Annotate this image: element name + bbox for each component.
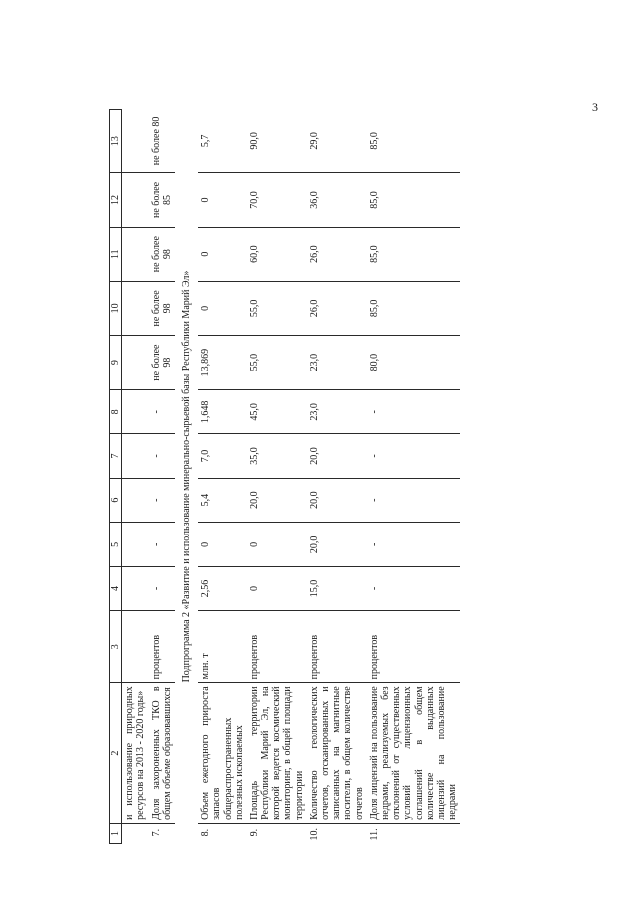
indicator-value: 13,869 [198,336,247,390]
indicator-name: Площадь территории Республики Марий Эл, на которой ведется космический мониторинг, в общей площади территории [247,683,307,824]
indicator-value: 45,0 [247,390,307,434]
indicator-value: - [367,522,461,566]
column-header: 9 [110,336,122,390]
indicator-value: - [367,478,461,522]
column-header: 13 [110,110,122,173]
indicator-value: 26,0 [307,227,367,281]
table-row [367,110,461,844]
indicator-value: 0 [198,522,247,566]
unit-of-measure: процентов [367,611,461,683]
row-number: 10. [308,828,320,841]
indicator-value: - [149,522,175,566]
indicator-value: 20,0 [247,478,307,522]
indicator-value: - [367,566,461,610]
section-title-row [175,110,198,844]
indicator-value: 20,0 [307,434,367,478]
indicator-value: 20,0 [307,478,367,522]
indicator-value: 60,0 [247,227,307,281]
indicator-value: 0 [198,281,247,335]
continuation-text: и использование природных ресурсов на 2013 - 2020 годы» [122,683,149,824]
column-header: 12 [110,173,122,227]
subprogram-title: Подпрограмма 2 «Развитие и использование минерально-сырьевой базы Республики Марий Эл» [180,270,192,683]
indicator-value: не более 80 [149,110,175,173]
table-row [307,110,367,844]
rotated-table-container [109,109,533,844]
indicator-value: - [367,390,461,434]
indicator-value: 36,0 [307,173,367,227]
unit-of-measure: процентов [247,611,307,683]
indicator-value: 0 [198,173,247,227]
indicator-value: 80,0 [367,336,461,390]
row-number: 11. [368,828,380,841]
indicator-value: 85,0 [367,227,461,281]
column-header: 7 [110,434,122,478]
page-number: 3 [592,100,598,114]
indicator-value: 23,0 [307,336,367,390]
row-number: 8. [200,828,212,837]
column-header: 5 [110,522,122,566]
indicator-value: 29,0 [307,110,367,173]
indicator-value: 85,0 [367,110,461,173]
indicator-value: не более 85 [149,173,175,227]
column-header: 4 [110,566,122,610]
indicator-value: - [149,566,175,610]
indicator-value: - [367,434,461,478]
indicator-value: 26,0 [307,281,367,335]
continuation-row [122,110,149,844]
indicator-value: - [149,390,175,434]
indicator-value: 0 [247,522,307,566]
indicator-value: не более 98 [149,227,175,281]
indicator-value: не более 98 [149,281,175,335]
indicator-name: Доля лицензий на пользование недрами, реализуемых без отклонений от существенных условий лицензионных соглашений в общем количестве выданных лицензий на пользование недрами [367,683,461,824]
indicator-value: 0 [198,227,247,281]
indicator-value: 90,0 [247,110,307,173]
indicator-value: 1,648 [198,390,247,434]
unit-of-measure: млн. т [198,611,247,683]
table-row [247,110,307,844]
indicator-value: 23,0 [307,390,367,434]
indicator-name: Доля захороненных ТКО в общем объеме образовавшихся [149,683,175,824]
indicator-value: 5,7 [198,110,247,173]
indicator-value: 55,0 [247,336,307,390]
column-number-row [110,110,122,844]
column-header: 6 [110,478,122,522]
unit-of-measure: процентов [149,611,175,683]
indicator-value: не более 98 [149,336,175,390]
indicator-value: 15,0 [307,566,367,610]
column-header: 11 [110,227,122,281]
indicator-value: 7,0 [198,434,247,478]
indicator-value: 70,0 [247,173,307,227]
column-header: 8 [110,390,122,434]
indicator-value: 5,4 [198,478,247,522]
indicator-name: Объем ежегодного прироста запасов общераспространенных полезных ископаемых [198,683,247,824]
row-number: 9. [248,828,260,837]
column-header: 1 [110,823,122,843]
column-header: 10 [110,281,122,335]
column-header: 3 [110,611,122,683]
unit-of-measure: процентов [307,611,367,683]
indicator-value: 55,0 [247,281,307,335]
indicator-value: - [149,478,175,522]
indicator-value: 0 [247,566,307,610]
indicator-value: 2,56 [198,566,247,610]
indicators-table [109,109,460,844]
indicator-value: - [149,434,175,478]
indicator-value: 20,0 [307,522,367,566]
table-row [198,110,247,844]
table-row [149,110,175,844]
indicator-value: 85,0 [367,173,461,227]
indicator-value: 35,0 [247,434,307,478]
row-number: 7. [150,828,162,837]
indicator-value: 85,0 [367,281,461,335]
column-header: 2 [110,683,122,824]
indicator-name: Количество геологических отчетов, отсканированных и записанных на магнитные носители, в общем количестве отчетов [307,683,367,824]
